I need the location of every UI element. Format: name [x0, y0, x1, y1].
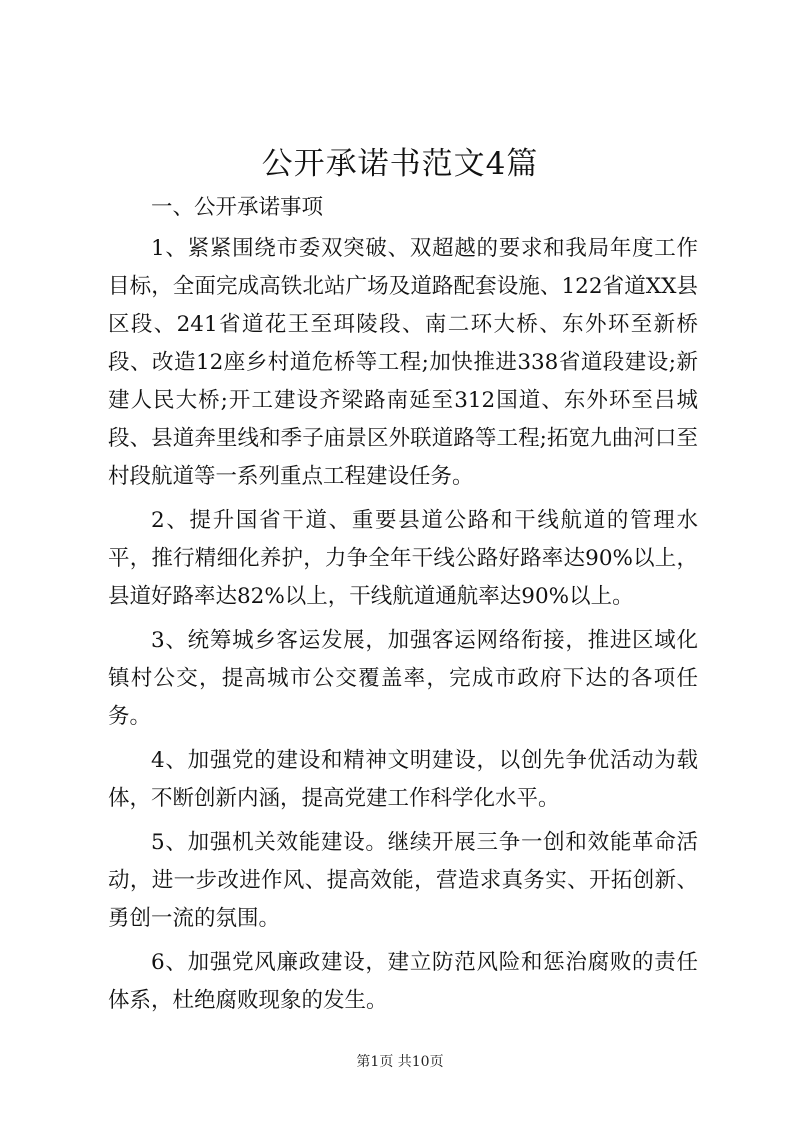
- paragraph-6: 6、加强党风廉政建设，建立防范风险和惩治腐败的责任体系，杜绝腐败现象的发生。: [108, 950, 698, 1013]
- page-footer: 第1页 共10页: [356, 1054, 444, 1070]
- document-title: 公开承诺书范文4篇: [261, 146, 539, 182]
- paragraph-2: 2、提升国省干道、重要县道公路和干线航道的管理水平，推行精细化养护，力争全年干线公路好路率达90%以上，县道好路率达82%以上，干线航道通航率达90%以上。: [108, 508, 698, 609]
- document-body: [108, 190, 698, 1026]
- paragraph-4: 4、加强党的建设和精神文明建设，以创先争优活动为载体，不断创新内涵，提高党建工作科学化水平。: [108, 748, 698, 811]
- paragraph-1: 1、紧紧围绕市委双突破、双超越的要求和我局年度工作目标，全面完成高铁北站广场及道路配套设施、122省道XX县区段、241省道花王至珥陵段、南二环大桥、东外环至新桥段、改造12座乡村道危桥等工程;加快推进338省道段建设;新建人民大桥;开工建设齐梁路南延至312国道、东外环至吕城段、县道奔里线和季子庙景区外联道路等工程;拓宽九曲河口至村段航道等一系列重点工程建设任务。: [108, 236, 698, 489]
- paragraph-3: 3、统筹城乡客运发展，加强客运网络衔接，推进区域化镇村公交，提高城市公交覆盖率，完成市政府下达的各项任务。: [108, 628, 698, 729]
- section-heading: 一、公开承诺事项: [151, 195, 324, 220]
- paragraph-5: 5、加强机关效能建设。继续开展三争一创和效能革命活动，进一步改进作风、提高效能，营造求真务实、开拓创新、勇创一流的氛围。: [108, 830, 698, 931]
